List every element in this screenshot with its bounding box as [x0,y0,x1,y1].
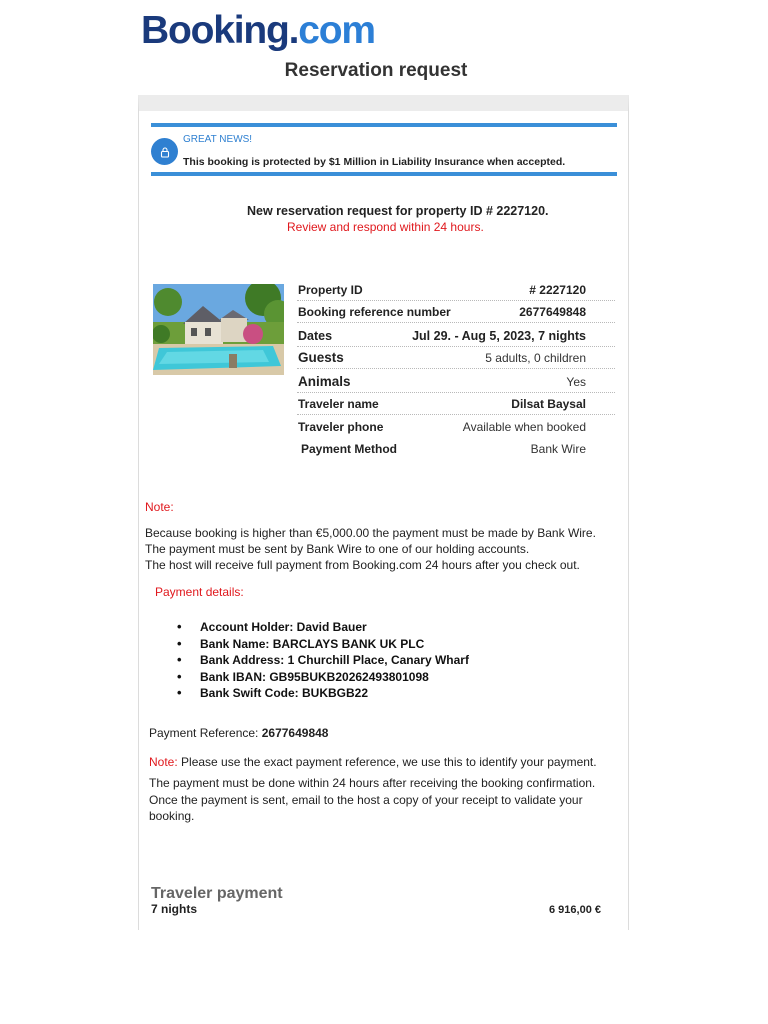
booking-logo: Booking.com [141,9,375,52]
list-item: • Bank IBAN: GB95BUKB20262493801098 [177,669,469,686]
list-item: • Bank Name: BARCLAYS BANK UK PLC [177,636,469,653]
lock-icon [151,138,178,165]
request-title: New reservation request for property ID # 2227120. [247,204,549,218]
list-item: • Account Holder: David Bauer [177,619,469,636]
detail-row-traveler-name: Traveler name Dilsat Baysal [297,393,615,415]
list-item: • Bank Address: 1 Churchill Place, Canary Wharf [177,652,469,669]
note-label: Note: [145,500,174,514]
reservation-card [138,95,629,930]
detail-row-payment-method: Payment Method Bank Wire [301,442,586,456]
detail-row-booking-reference: Booking reference number 2677649848 [297,301,615,323]
detail-row-traveler-phone: Traveler phone Available when booked [298,420,586,434]
traveler-payment-title: Traveler payment [151,885,283,902]
detail-row-animals: Animals Yes [297,369,615,393]
notice-text: This booking is protected by $1 Million in Liability Insurance when accepted. [183,156,566,168]
payment-instructions: The payment must be done within 24 hours after receiving the booking confirmation. Once the payment is sent, email to the host a copy of your receipt to validate your booking. [149,776,596,823]
payment-details-label: Payment details: [155,585,244,599]
detail-row-property-id: Property ID # 2227120 [297,279,615,301]
property-photo [153,284,284,375]
reservation-details [297,279,615,459]
traveler-payment-amount: 6 916,00 € [549,904,601,916]
request-subtitle: Review and respond within 24 hours. [287,220,484,234]
detail-row-dates: Dates Jul 29. - Aug 5, 2023, 7 nights [297,323,615,347]
list-item: • Bank Swift Code: BUKBGB22 [177,685,469,702]
notice-headline: GREAT NEWS! [183,134,253,145]
payment-reference: Payment Reference: 2677649848 [149,726,329,740]
page-title: Reservation request [284,60,468,81]
detail-row-guests: Guests 5 adults, 0 children [297,347,615,369]
traveler-payment-nights: 7 nights [151,902,198,916]
note-paragraph: Because booking is higher than €5,000.00 the payment must be made by Bank Wire. The payment must be sent by Bank Wire to one of our holding accounts. The host will receive full payment from Booking.com 24 hours after you check out. [145,526,596,572]
payment-note: Note: Please use the exact payment reference, we use this to identify your payment. [149,755,597,769]
insurance-notice [151,123,617,176]
bank-details-list [177,619,469,702]
